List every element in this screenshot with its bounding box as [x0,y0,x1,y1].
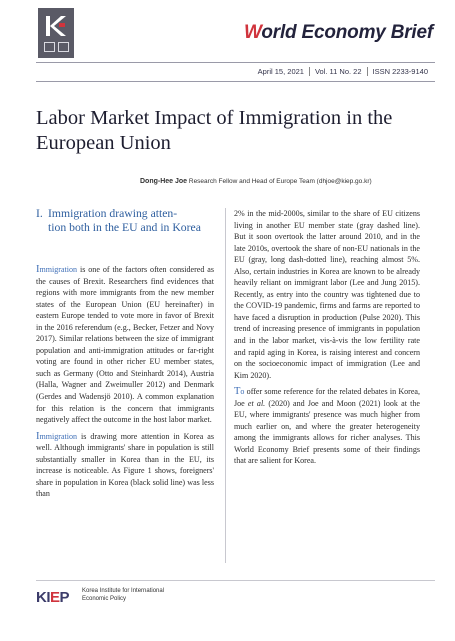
page-title: Labor Market Impact of Immigration in the European Union [36,107,393,154]
publication-brand: World Economy Brief [243,22,433,43]
issue-issn: ISSN 2233-9140 [367,67,433,76]
paragraph: Immigration is drawing more attention in Korea as well. Although immigrants' share in population is still substantially smaller in Korea than in the EU, its increase is noticeable. As Figure 1 shows, foreigners' share in population in Korea (black solid line) was less than [36,430,214,499]
left-column [36,264,214,505]
k-letter-icon [44,14,68,38]
column-divider [225,208,226,563]
footer-divider [36,580,435,581]
author-name: Dong-Hee Joe [140,178,188,185]
section-heading-line1: Immigration drawing atten- [48,207,178,220]
paragraph: To offer some reference for the related debates in Korea, Joe et al. (2020) and Joe and Moon (2021) look at the EU, where immigrants' presence was much higher from much earlier on, and where the greater heterogeneity among the immigrants allows for richer analyses. This World Economy Brief presents some of their findings that are salient for Korea. [234,386,420,466]
author-line [140,178,372,185]
right-column [234,208,420,472]
header-divider [36,62,435,63]
issue-volume: Vol. 11 No. 22 [309,67,367,76]
logo-square-decoration [44,42,55,52]
institute-name: Korea Institute for International Economic Policy [82,588,165,602]
issue-date: April 15, 2021 [257,67,304,76]
logo-square-decoration [58,42,69,52]
section-number: I. [36,207,43,220]
kiep-emblem-logo [38,8,74,58]
section-heading-rest: tion both in the EU and in Korea [48,220,201,234]
paragraph: Immigration is one of the factors often considered as the causes of Brexit. Researchers find evidences that regions with more immigrants from the new member states of the European Union (EU hereinafter) in eastern Europe tended to vote more in favor of Brexit in the 2016 referendum (e.g., Becker, Fetzer and Novy 2017). Similar relations between the size of immigrant population and anti-immigration attitudes or far-right voting are found in other richer EU member states, such as Germany (Otto and Steinhardt 2014), Austria (Halla, Wagner and Zweimuller 2012) and Denmark (Gerdes and Wadensjö 2010). A common explanation for this relation is the concern that immigrants negatively affect the outcome in the host labor market. [36,264,214,425]
meta-divider [36,81,435,82]
issue-meta [253,67,433,76]
kiep-logo: KIEP [36,589,70,606]
author-affiliation: Research Fellow and Head of Europe Team (dhjoe@kiep.go.kr) [188,178,372,185]
section-heading [36,207,214,234]
paragraph: 2% in the mid-2000s, similar to the share of EU citizens living in another EU member state (gray dashed line). But it soon overtook the latter around 2010, and in the late 2010s, overtook the share of non-EU nationals in the EU (gray, long dash-dotted line), reaching almost 5%. Also, certain industries in Korea are known to be already heavily reliant on immigrant labor (Lee and Jung 2015). Recently, as entry into the country was tightened due to the COVID-19 pandemic, firms and farms are reported to have faced a disruption in production (Pulse 2020). This trend of increasing presence of immigrants in population and in the labor market, vis-à-vis the low fertility rate and rapid aging in Korea, is raising interest and concern on the socioeconomic impact of immigration (Lee and Kim 2020). [234,209,420,380]
